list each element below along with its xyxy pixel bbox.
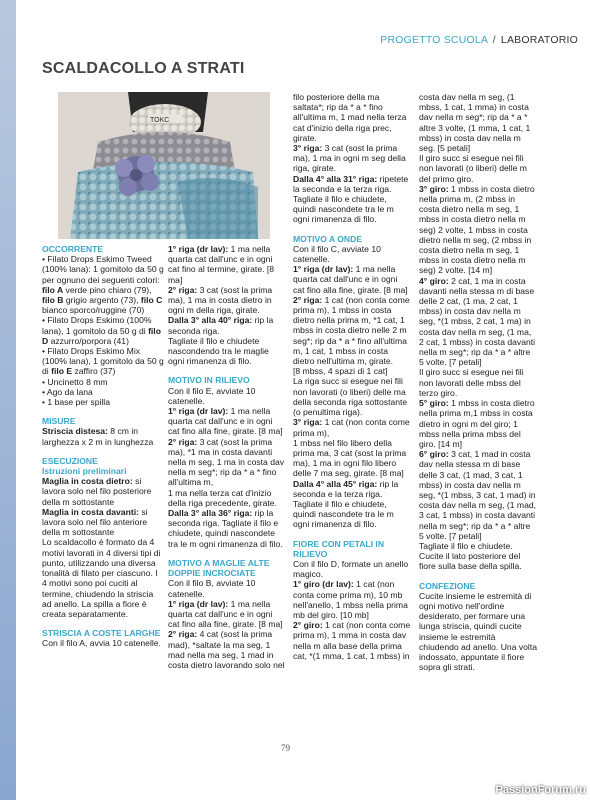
heading-onde: MOTIVO A ONDE [293,233,363,244]
page-edge [0,0,16,800]
heading-occorrente: OCCORRENTE [42,244,104,254]
instruction-text: 6° giro: 3 cat, 1 mad in costa dav nella stessa m di base delle 3 cat, (1 mad, 3 cat, 1 mbss) in costa dav nella m seg, *(1 mbss, 3 cat, 1 mad) in costa dav nella m seg, (1 mad, 3 cat, 1 mbss) in costa davanti nella m seg*; rip da * a * altre 5 volte. [7 petali] [419,449,537,541]
mannequin-tag: TOKC [150,117,170,124]
instruction-text: Con il filo C, avviate 10 catenelle. [293,243,381,265]
instruction-text: Lo scaldacollo è formato da 4 motivi lavorati in 4 diversi tipi di punto, utilizzando una diversa tonalità di filato per ciascuno. I 4 motivi sono poi cuciti al termine, chiudendo la striscia ad anello. La spilla a fiore è creata separatamente. [42,537,161,619]
instruction-text: 5° giro: 1 mbss in costa dietro nella prima m,1 mbss in costa dietro in ogni m del giro; 1 mbss nella prima mbss del giro. [14 m] [419,398,535,449]
instruction-text: Cucite insieme le estremità di ogni motivo nell'ordine desiderato, per formare una lunga striscia, quindi cucite insieme le estremità chiudendo ad anello. Una volta indossato, appuntate il fiore sopra gli strati. [419,590,538,673]
instruction-text: 3° riga: 1 cat (non conta come prima m), [293,417,410,438]
instruction-text: Tagliate il filo e chiudete, quindi nascondete tra le m ogni rimanenza di filo. [293,498,394,530]
instruction-text: Dalla 4° alla 31° riga: ripetete la seconda e la terza riga. Tagliate il filo e chiudete, quindi nascondete tra le m ogni rimanenza di filo. [293,173,409,225]
heading-rilievo: MOTIVO IN RILIEVO [168,375,250,386]
flower-brooch [115,155,159,196]
instruction-text: Tagliate il filo e chiudete nascondendo tra le maglie ogni rimanenza di filo. [168,335,269,367]
instruction-text: 2° giro: 1 cat (non conta come prima m), 1 mma in costa dav nella m alla base della prima cat, *(1 mma, 1 cat, 1 mbss) in [293,620,411,661]
instruction-text: Dalla 4° alla 45° riga: rip la seconda e la terza riga. [293,478,399,499]
heading-incrociate: MOTIVO A MAGLIE ALTE DOPPIE INCROCIATE [168,557,270,579]
materials-item: • Filato Drops Eskimo Mix (100% lana), 1 gomitolo da 50 g di filo E zaffiro (37) [42,346,164,377]
heading-striscia: STRISCIA A COSTE LARGHE [42,628,161,639]
category-label: LABORATORIO [500,34,578,46]
project-photo [58,92,270,239]
watermark: PassionForum.ru [495,784,586,796]
instruction-text: Dalla 3° alla 40° riga: rip la seconda riga. [168,315,274,336]
instruction-text: 4° giro: 2 cat, 1 ma in costa davanti nella stessa m di base delle 2 cat, (1 ma, 2 cat, 1 mbss) in costa dav nella m seg, *(1 mbss, 2 cat, 1 ma) in costa dav nella m seg, (1 ma, 2 cat, 1 mbss) in costa davanti nella m seg*; rip da * a * altre 5 volte. [7 petali] [419,275,536,368]
page-number: 79 [281,743,290,753]
instruction-text: Il giro succ si esegue nei fili non lavorati (o liberi) delle m del primo giro. [419,153,527,184]
heading-confezione: CONFEZIONE [419,580,476,591]
materials-item: • Filato Drops Eskimo (100% lana), 1 gomitolo da 50 g di filo D azzurro/porpora (41) [42,315,161,346]
materials-item: • 1 base per spilla [42,397,110,408]
instruction-text: Tagliate il filo e chiudete. Cucite il lato posteriore del fiore sulla base della spilla. [419,540,522,572]
instruction-text: Con il filo E, avviate 10 catenelle. [168,385,256,406]
instruction-text: 1° riga (dr lav): 1 ma nella quarta cat dall'unc e in ogni cat fino alla fine, girate. [8 ma] [293,264,408,295]
column-4 [419,92,537,672]
instruction-text: 1° riga (dr lav): 1 ma nella quarta cat dall'unc e in ogni cat fino al termine, girate. [8 ma] [168,244,275,285]
instruction-text: 2° riga: 1 cat (non conta come prima m), 1 mbss in costa dietro nella prima m, *1 cat, 1 mbss in costa dietro nelle 2 m seg*; rip da * a * fino all'ultima m, 1 cat, 1 mbss in costa dietro nell'ultima m, girate. [293,294,410,367]
instruction-text: 1 ma nella terza cat d'inizio della riga precedente, girate. [168,487,277,508]
heading-esecuzione: ESECUZIONE [42,455,98,466]
instruction-text: 3° riga: 3 cat (sost la prima ma), 1 ma in ogni m seg della riga, girate. [293,143,406,174]
instruction-text: Dalla 3° alla 36° riga: rip la seconda riga. Tagliate il filo e chiudete, quindi nascondete tra le m ogni rimanenza di filo. [168,508,283,549]
heading-misure: MISURE [42,416,76,427]
instruction-text: 1 mbss nel filo libero della prima ma, 3 cat (sost la prima ma), 1 ma in ogni filo libero delle 7 ma seg, girate. [8 ma] [293,437,407,479]
instruction-text: 2° riga: 4 cat (sost la prima mad), *saltate la ma seg, 1 mad nella ma seg, 1 mad in costa dietro lavorando solo nel [168,629,285,670]
instruction-text: La riga succ si esegue nei fili non lavorati (o liberi) delle ma della seconda riga sottostante (o penultima riga). [293,376,408,418]
header-separator: / [492,34,496,46]
materials-item: • Filato Drops Eskimo Tweed (100% lana): 1 gomitolo da 50 g per ognuno dei seguenti colori: filo A verde pino chiaro (79), filo B grigio argento (73), filo C bianco sporco/ruggine (70) [42,254,164,316]
section-header [380,34,578,46]
instruction-text: 3° giro: 1 mbss in costa dietro nella prima m, (2 mbss in costa dietro nella m seg, 1 mbss in costa dietro nella m seg) 2 volte, 1 mbss in costa dietro nella m seg, (2 mbss in costa dietro nella m seg, 1 mbss in costa dietro nella m seg) 2 volte. [14 m] [419,183,535,276]
column-2 [168,244,286,670]
instruction-text: Con il filo B, avviate 10 catenelle. [168,578,256,599]
magazine-page [16,0,590,800]
instruction-text: Con il filo A, avvia 10 catenelle. [42,638,161,649]
section-label: PROGETTO SCUOLA [380,34,488,46]
instruction-text: 1° riga (dr lav): 1 ma nella quarta cat dall'unc e in ogni cat fino alla fine, girate. [8 ma] [168,598,283,630]
instruction-text: filo posteriore della ma saltata*; rip da * a * fino all'ultima m, 1 mad nella terza cat d'inizio della riga prec, girate. [293,92,407,143]
column-3 [293,92,411,661]
page-title: SCALDACOLLO A STRATI [42,60,245,77]
instruction-text: [8 mbss, 4 spazi di 1 cat] [293,366,388,377]
instruction-text: Maglia in costa dietro: si lavora solo nel filo posteriore della m sottostante [42,476,152,507]
materials-item: • Ago da lana [42,386,93,397]
instruction-text: 1° riga (dr lav): 1 ma nella quarta cat dall'unc e in ogni cat fino alla fine, girate. [8 ma] [168,406,283,437]
instruction-text: Il giro succ si esegue nei fili non lavorati delle mbss del terzo giro. [419,367,524,398]
heading-fiore: FIORE CON PETALI IN RILIEVO [293,538,385,559]
subheading-istruzioni: Istruzioni preliminari [42,466,127,477]
instruction-text: 2° riga: 3 cat (sost la prima ma), 1 ma in costa dietro in ogni m della riga, girate. [168,284,273,316]
materials-item: • Uncinetto 8 mm [42,376,108,387]
instruction-text: Maglia in costa davanti: si lavora solo nel filo anteriore della m sottostante [42,506,148,538]
instruction-text: 2° riga: 3 cat (sost la prima ma), *1 ma in costa davanti nella m seg, 1 ma in costa dav nella m seg*; rip da * a * fino all'ultima m, [168,436,285,488]
instruction-text: Con il filo D, formate un anello magico. [293,558,409,580]
instruction-text: costa dav nella m seg, (1 mbss, 1 cat, 1 mma) in costa dav nella m seg*; rip da * a * altre 3 volte, (1 mma, 1 cat, 1 mbss) in costa dav nella m seg. [5 petali] [419,92,531,154]
scarf-illustration [58,92,270,239]
measurements-text: Striscia distesa: 8 cm in larghezza x 2 m in lunghezza [42,426,154,447]
instruction-text: 1° giro (dr lav): 1 cat (non conta come prima m), 10 mb nell'anello, 1 mbss nella prima mb del giro. [10 mb] [293,579,408,620]
column-1 [42,244,164,649]
